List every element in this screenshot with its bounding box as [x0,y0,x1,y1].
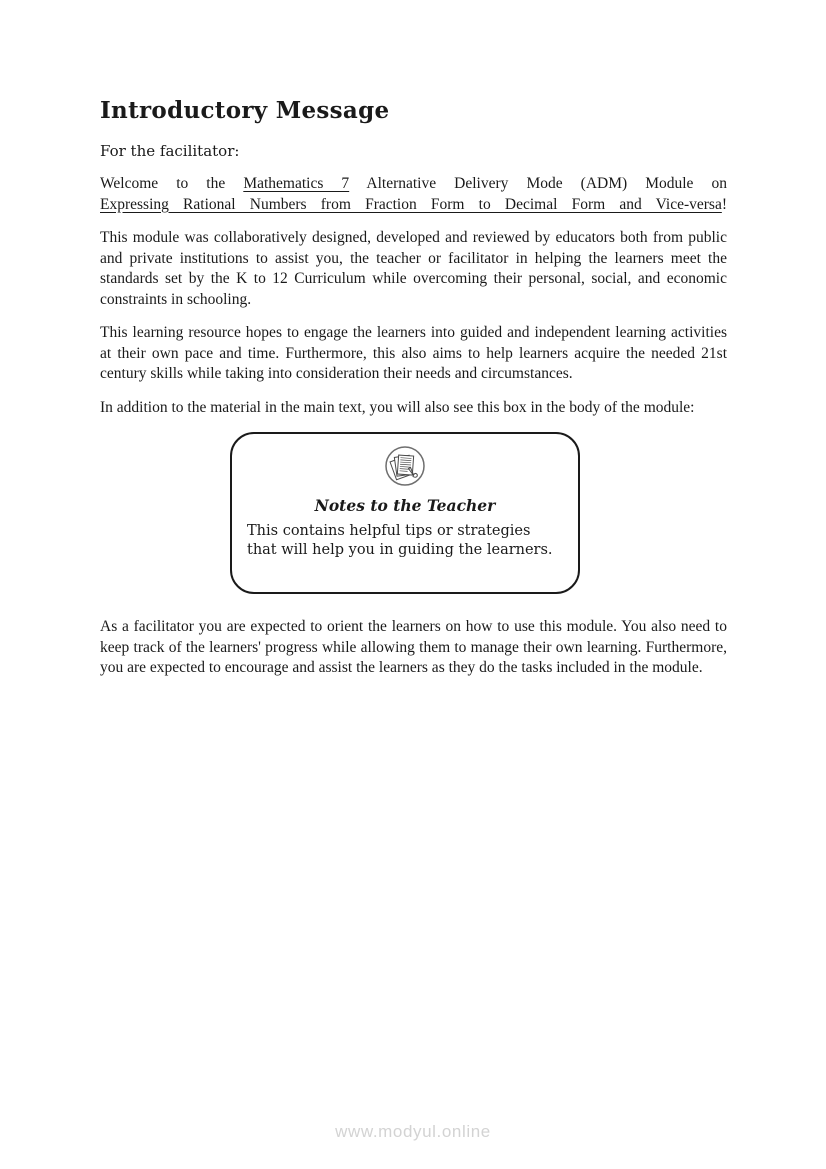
watermark: www.modyul.online [335,1122,491,1141]
welcome-paragraph [100,174,727,215]
collaboration-paragraph: This module was collaboratively designed, developed and reviewed by educators both from public and private institutions to assist you, the teacher or facilitator in helping the learners meet the standards set by the K to 12 Curriculum while overcoming their personal, social, and economic constraints in schooling. [100,229,727,308]
page-title: Introductory Message [100,97,390,124]
welcome-mid: Alternative Delivery Mode (ADM) Module on [349,175,727,192]
welcome-subject-underlined: Mathematics 7 [243,175,350,192]
page-content [100,97,727,692]
facilitator-label: For the facilitator: [100,142,240,160]
notes-papers-icon [247,445,563,487]
welcome-module-title-underlined: Expressing Rational Numbers from Fraction Form to Decimal Form and Vice-versa [100,195,722,213]
notes-to-teacher-box [230,432,580,594]
addition-paragraph: In addition to the material in the main text, you will also see this box in the body of the module: [100,398,695,416]
welcome-end-mark: ! [721,195,727,213]
resource-paragraph: This learning resource hopes to engage the learners into guided and independent learning activities at their own pace and time. Furthermore, this also aims to help learners acquire the needed 21st century skills while taking into consideration their needs and circumstances. [100,324,727,382]
notes-box-title: Notes to the Teacher [314,496,496,515]
closing-paragraph: As a facilitator you are expected to orient the learners on how to use this module. You also need to keep track of the learners' progress while allowing them to manage their own learning. Furthermore, you are expected to encourage and assist the learners as they do the tasks included in the module. [100,618,727,676]
welcome-pre: Welcome to the [100,175,244,192]
notes-box-body: This contains helpful tips or strategies that will help you in guiding the learners. [247,523,553,558]
